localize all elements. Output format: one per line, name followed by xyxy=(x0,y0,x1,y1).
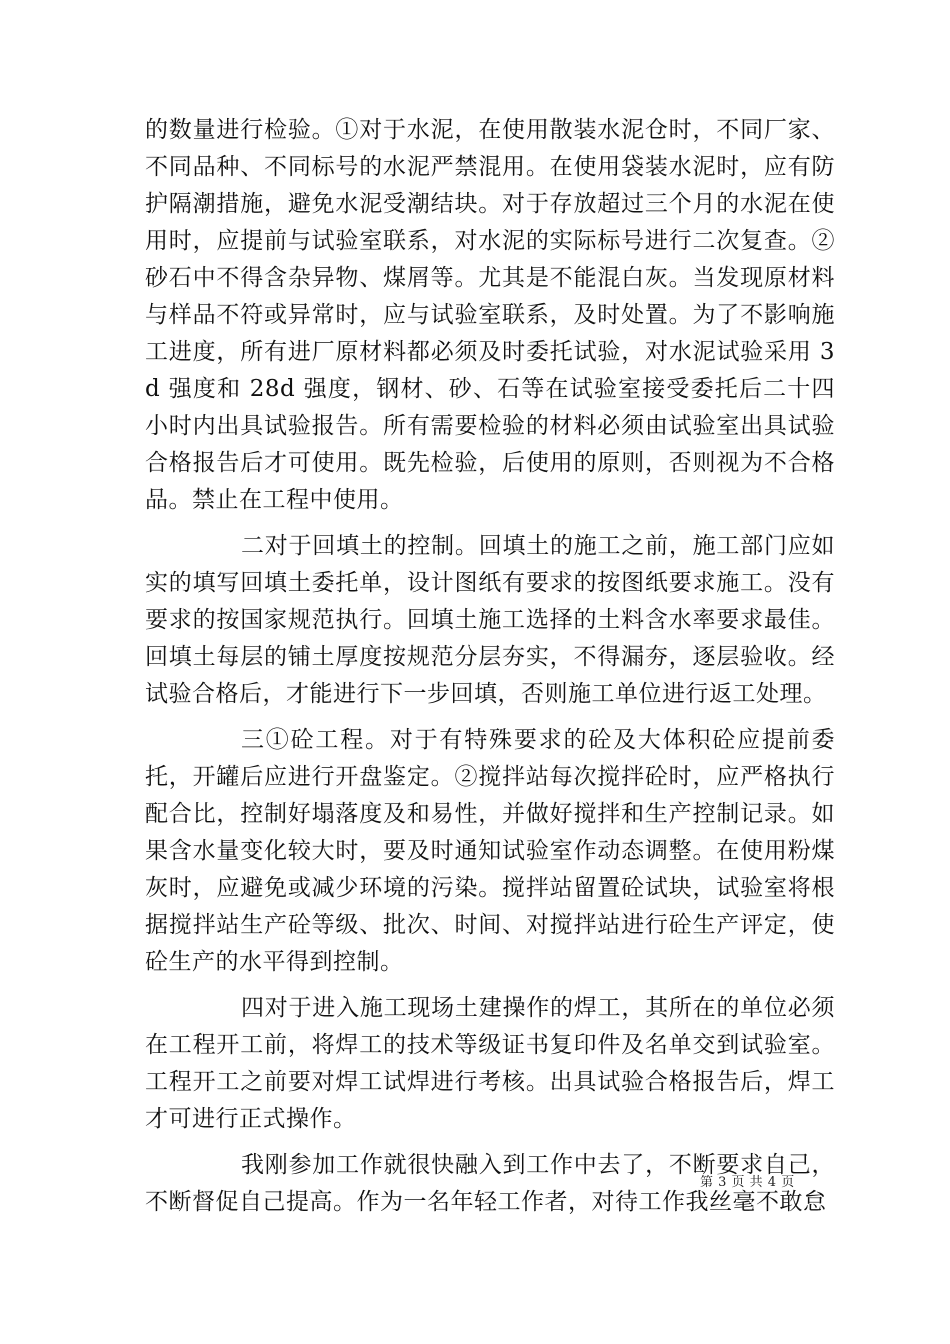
page-number-footer: 第 3 页 共 4 页 xyxy=(700,1175,795,1190)
paragraph-personal-summary: 我刚参加工作就很快融入到工作中去了，不断要求自己，不断督促自己提高。作为一名年轻工作者，对待工作我丝毫不敢怠 xyxy=(145,1152,835,1215)
paragraph-gap xyxy=(145,1138,835,1147)
paragraph-welder-qualification: 四对于进入施工现场土建操作的焊工，其所在的单位必须在工程开工前，将焊工的技术等级证书复印件及名单交到试验室。工程开工之前要对焊工试焊进行考核。出具试验合格报告后，焊工才可进行正式操作。 xyxy=(145,995,835,1132)
document-body xyxy=(145,112,835,1221)
paragraph-gap xyxy=(145,981,835,990)
paragraph-backfill-control: 二对于回填土的控制。回填土的施工之前，施工部门应如实的填写回填土委托单，设计图纸有要求的按图纸要求施工。没有要求的按国家规范执行。回填土施工选择的土料含水率要求最佳。回填土每层的铺土厚度按规范分层夯实，不得漏夯，逐层验收。经试验合格后，才能进行下一步回填，否则施工单位进行返工处理。 xyxy=(145,533,835,707)
paragraph-concrete-works: 三①砼工程。对于有特殊要求的砼及大体积砼应提前委托，开罐后应进行开盘鉴定。②搅拌站每次搅拌砼时，应严格执行配合比，控制好塌落度及和易性，并做好搅拌和生产控制记录。如果含水量变化较大时，要及时通知试验室作动态调整。在使用粉煤灰时，应避免或减少环境的污染。搅拌站留置砼试块，试验室将根据搅拌站生产砼等级、批次、时间、对搅拌站进行砼生产评定，使砼生产的水平得到控制。 xyxy=(145,727,835,975)
paragraph-gap xyxy=(145,713,835,722)
paragraph-materials-inspection: 的数量进行检验。①对于水泥，在使用散装水泥仓时，不同厂家、不同品种、不同标号的水泥严禁混用。在使用袋装水泥时，应有防护隔潮措施，避免水泥受潮结块。对于存放超过三个月的水泥在使用时，应提前与试验室联系，对水泥的实际标号进行二次复查。②砂石中不得含杂异物、煤屑等。尤其是不能混白灰。当发现原材料与样品不符或异常时，应与试验室联系，及时处置。为了不影响施工进度，所有进厂原材料都必须及时委托试验，对水泥试验采用 3d 强度和 28d 强度，钢材、砂、石等在试验室接受委托后二十四小时内出具试验报告。所有需要检验的材料必须由试验室出具试验合格报告后才可使用。既先检验，后使用的原则，否则视为不合格品。禁止在工程中使用。 xyxy=(145,117,835,513)
paragraph-gap xyxy=(145,519,835,528)
